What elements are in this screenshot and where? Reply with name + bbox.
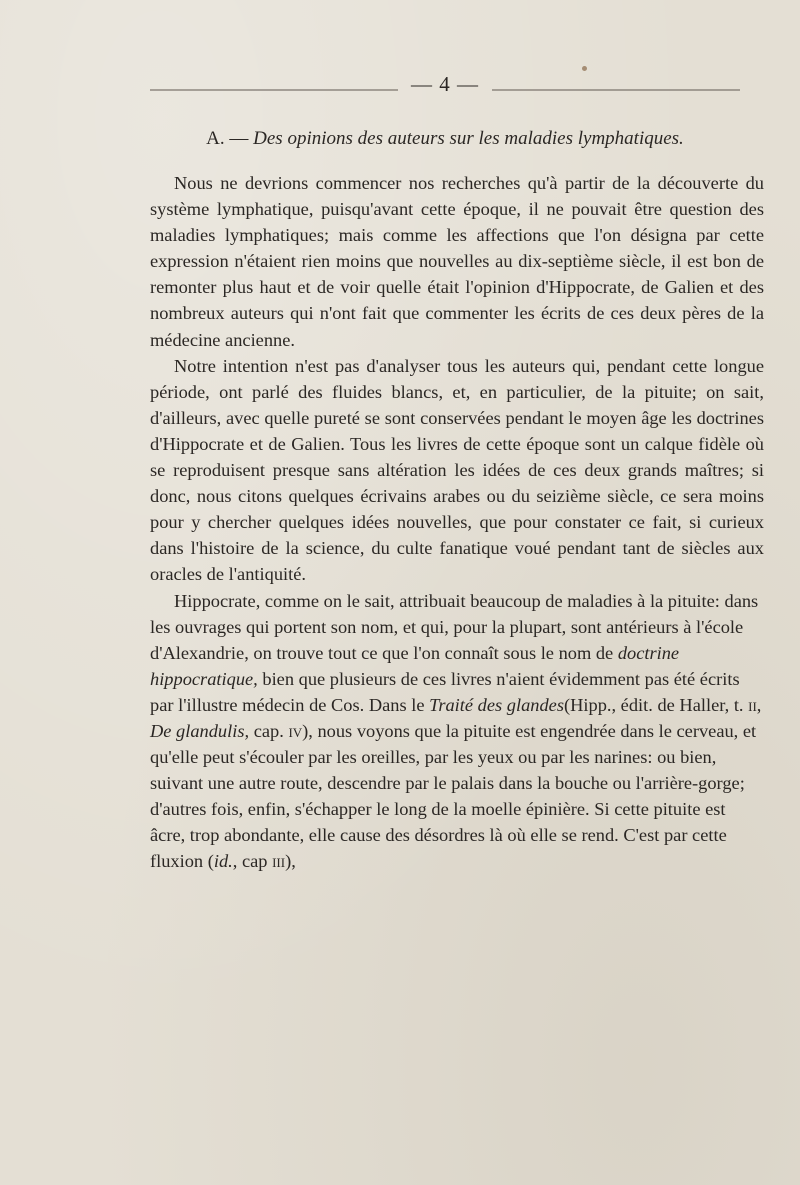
- p3-italic-doctrine: doctrine hippocratique,: [150, 642, 680, 689]
- p3-roman-numeral-iv: iv: [288, 720, 303, 741]
- p3-italic-id: id.: [213, 851, 233, 872]
- p3-roman-numeral-ii: ii: [748, 694, 757, 715]
- p3-text-d: ,: [756, 694, 762, 715]
- p3-text-h: ),: [285, 851, 296, 872]
- header-rule-left: [150, 89, 398, 91]
- paragraph-1: Nous ne devrions commencer nos recherches qu'à partir de la découverte du système lymphatique, puisqu'avant cette époque, il ne pouvait être question des maladies lymphatiques; mais comme les affections que l'on désigna par cette expression n'étaient rien moins que nouvelles au dix-septième siècle, il est bon de remonter plus haut et de voir quelle était l'opinion d'Hippocrate, de Galien et des nombreux auteurs qui n'ont fait que commenter les écrits de ces deux pères de la médecine ancienne.: [150, 173, 764, 350]
- section-letter: A.: [206, 128, 225, 149]
- p3-text-f: ), nous voyons que la pituite est engendrée dans le cerveau, et qu'elle peut s'écouler par les oreilles, par les yeux ou par les narines: ou bien, suivant une autre route, descendre par le palais dans la bouche ou l'arrière-gorge; d'autres fois, enfin, s'échapper le long de la moelle épinière. Si cette pituite est âcre, trop abondante, elle cause des désordres là où elle se rend. C'est par cette fluxion (: [150, 720, 757, 872]
- p3-italic-traite: Traité des glandes: [429, 694, 564, 715]
- page-header: [150, 72, 740, 96]
- body-text: [150, 170, 764, 875]
- section-dash: —: [224, 128, 254, 149]
- page-number: — 4 —: [411, 72, 479, 96]
- p3-text-c: (Hipp., édit. de Haller, t.: [563, 694, 749, 715]
- p3-text-b: bien que plusieurs de ces livres n'aient évidemment pas été écrits par l'illustre médecin de Cos. Dans le: [150, 668, 740, 715]
- p3-roman-numeral-iii: iii: [272, 851, 286, 872]
- section-heading: [150, 128, 740, 150]
- p3-text-e: cap.: [249, 720, 289, 741]
- p3-text-a: Hippocrate, comme on le sait, attribuait beaucoup de maladies à la pituite: dans les ouvrages qui portent son nom, et qui, pour la plupart, sont antérieurs à l'école d'Alexandrie, on trouve tout ce que l'on connaît sous le nom de: [150, 590, 759, 663]
- p3-text-g: , cap: [232, 851, 273, 872]
- ink-speck: [582, 66, 587, 71]
- section-title-text: Des opinions des auteurs sur les maladies lymphatiques.: [253, 128, 684, 149]
- paragraph-2: Notre intention n'est pas d'analyser tous les auteurs qui, pendant cette longue période, ont parlé des fluides blancs, et, en particulier, de la pituite; on sait, d'ailleurs, avec quelle pureté se sont conservées pendant le moyen âge les doctrines d'Hippocrate et de Galien. Tous les livres de cette époque sont un calque fidèle où se reproduisent presque sans altération les idées de ces deux grands maîtres; si donc, nous citons quelques écrivains arabes ou du seizième siècle, ce sera moins pour y chercher quelques idées nouvelles, que pour constater ce fait, si curieux dans l'histoire de la science, du culte fanatique voué pendant tant de siècles aux oracles de l'antiquité.: [150, 355, 764, 585]
- p3-italic-glandulis: De glandulis,: [150, 720, 250, 741]
- paragraph-3: [150, 588, 764, 875]
- header-rule-right: [492, 89, 740, 91]
